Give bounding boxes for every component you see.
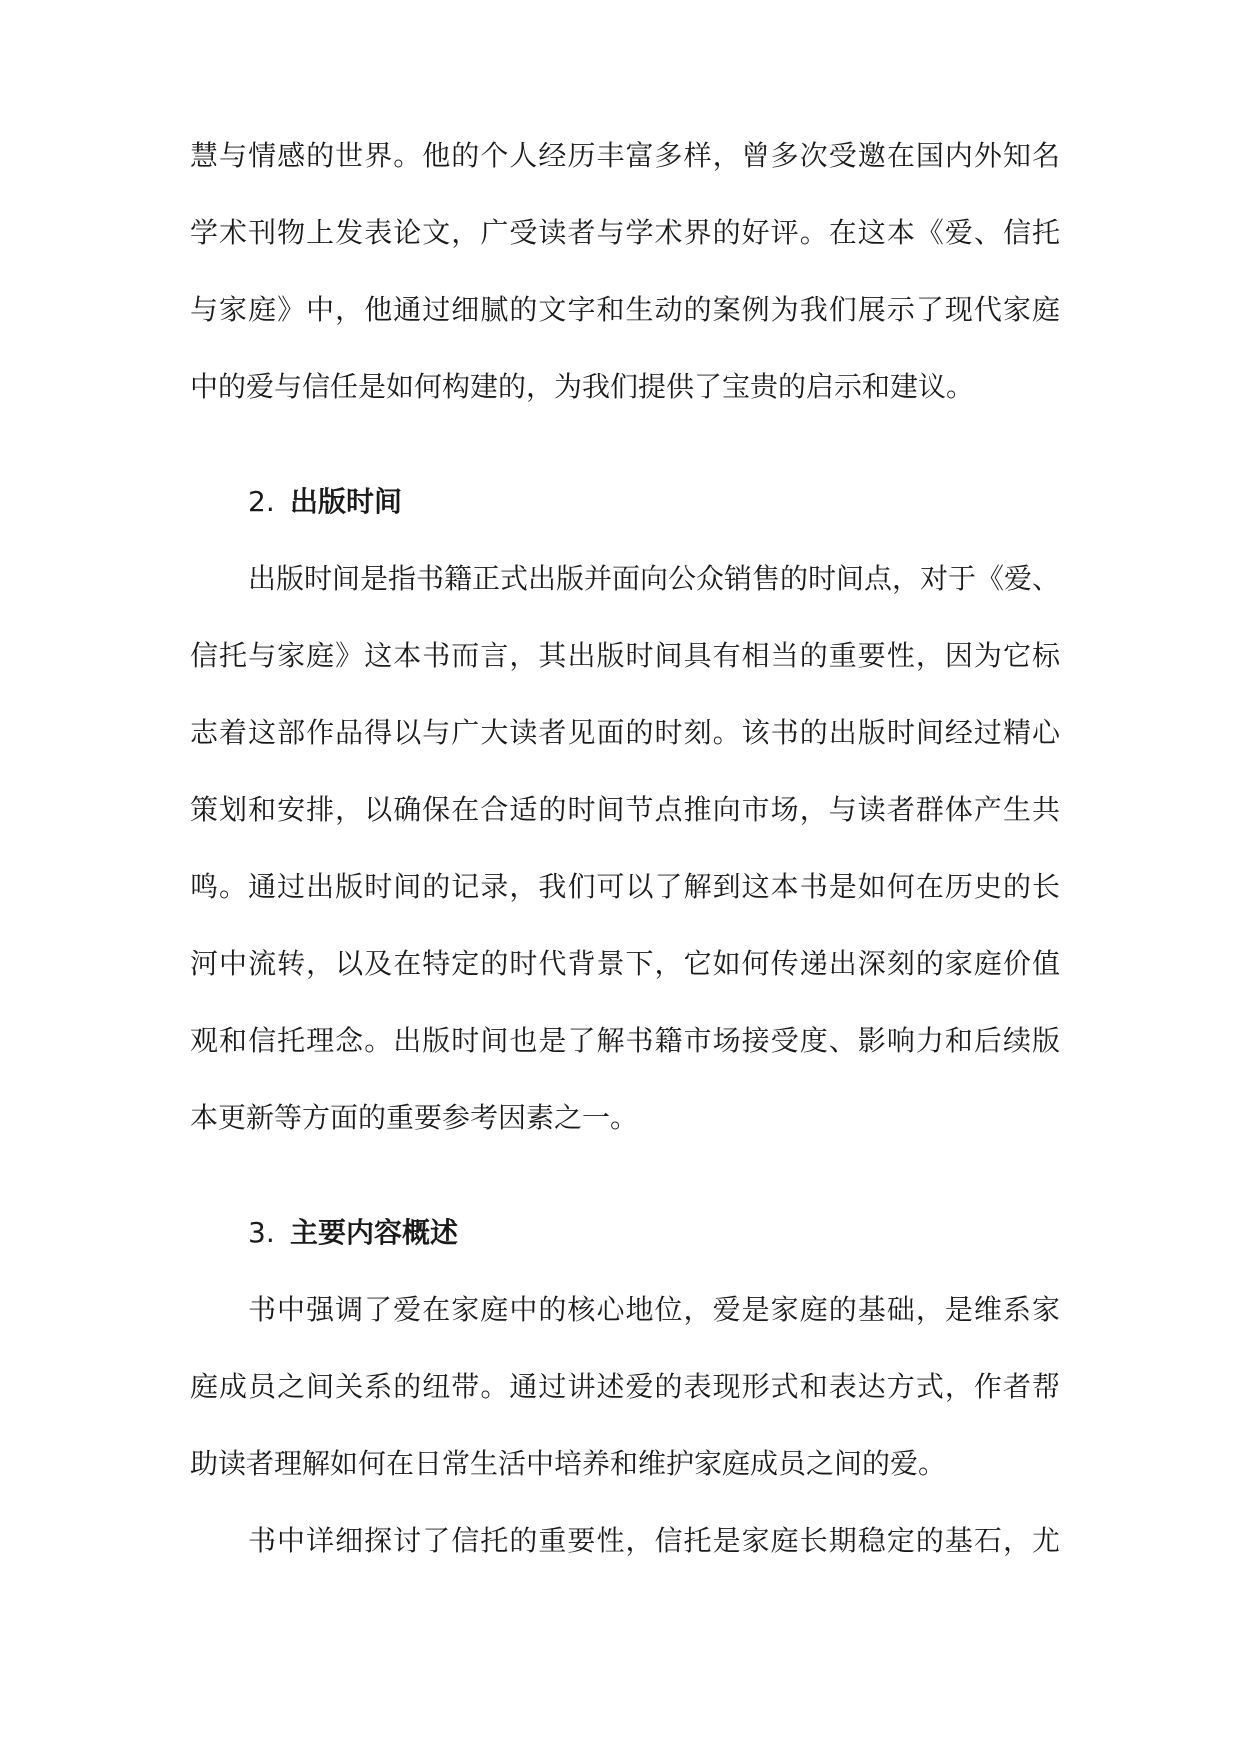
paragraph-4-line: 书中详细探讨了信托的重要性，信托是家庭长期稳定的基石，尤 <box>248 1524 1060 1557</box>
paragraph-2-line: 河中流转，以及在特定的时代背景下，它如何传递出深刻的家庭价值 <box>190 947 1060 980</box>
paragraph-3-line: 助读者理解如何在日常生活中培养和维护家庭成员之间的爱。 <box>190 1447 947 1480</box>
paragraph-2-line: 鸣。通过出版时间的记录，我们可以了解到这本书是如何在历史的长 <box>190 870 1060 903</box>
paragraph-3-line: 庭成员之间关系的纽带。通过讲述爱的表现形式和表达方式，作者帮 <box>190 1370 1060 1403</box>
paragraph-2-line: 观和信托理念。出版时间也是了解书籍市场接受度、影响力和后续版 <box>190 1024 1060 1057</box>
section-title: 出版时间 <box>290 485 403 518</box>
paragraph-2-line: 志着这部作品得以与广大读者见面的时刻。该书的出版时间经过精心 <box>190 716 1060 749</box>
paragraph-2-line: 出版时间是指书籍正式出版并面向公众销售的时间点，对于《爱、 <box>248 562 1060 595</box>
section-title: 主要内容概述 <box>290 1216 459 1249</box>
paragraph-2-line: 本更新等方面的重要参考因素之一。 <box>190 1101 639 1134</box>
paragraph-2-line: 信托与家庭》这本书而言，其出版时间具有相当的重要性，因为它标 <box>190 639 1060 672</box>
paragraph-1-line: 慧与情感的世界。他的个人经历丰富多样，曾多次受邀在国内外知名 <box>190 139 1060 172</box>
section-heading-3 <box>248 1213 458 1253</box>
paragraph-2-line: 策划和安排，以确保在合适的时间节点推向市场，与读者群体产生共 <box>190 793 1060 826</box>
paragraph-3-line: 书中强调了爱在家庭中的核心地位，爱是家庭的基础，是维系家 <box>248 1293 1060 1326</box>
paragraph-1-line: 中的爱与信任是如何构建的，为我们提供了宝贵的启示和建议。 <box>190 370 975 403</box>
section-heading-2 <box>248 482 402 522</box>
paragraph-1-line: 学术刊物上发表论文，广受读者与学术界的好评。在这本《爱、信托 <box>190 216 1060 249</box>
paragraph-1-line: 与家庭》中，他通过细腻的文字和生动的案例为我们展示了现代家庭 <box>190 293 1060 326</box>
section-number: 2. <box>248 485 275 518</box>
section-number: 3. <box>248 1216 275 1249</box>
